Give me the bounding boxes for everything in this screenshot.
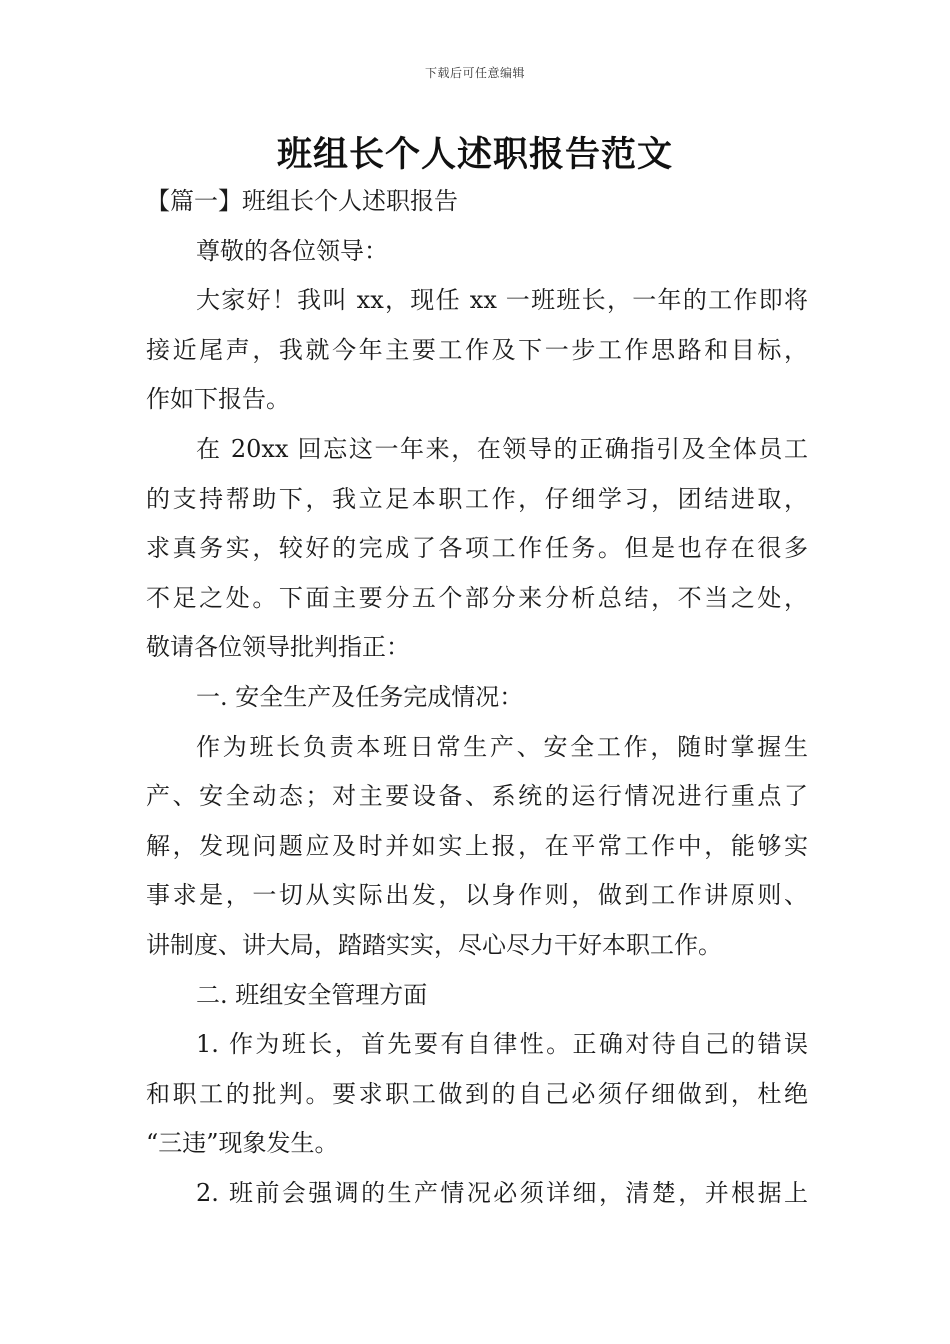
text-line: 作如下报告。 bbox=[146, 385, 290, 414]
text-line: “三违”现象发生。 bbox=[146, 1129, 339, 1158]
document-title: 班组长个人述职报告范文 bbox=[276, 134, 673, 175]
text-line: 二. 班组安全管理方面 bbox=[196, 980, 428, 1009]
text-line: 产、安全动态；对主要设备、系统的运行情况进行重点了 bbox=[146, 782, 808, 811]
document-body bbox=[146, 177, 808, 1218]
text-line: 尊敬的各位领导： bbox=[196, 236, 388, 265]
text-line: 在 20xx 回忘这一年来，在领导的正确指引及全体员工 bbox=[196, 434, 808, 463]
text-line: 【篇一】班组长个人述职报告 bbox=[146, 187, 458, 215]
text-line: 1. 作为班长，首先要有自律性。正确对待自己的错误 bbox=[196, 1030, 808, 1059]
text-line: 接近尾声，我就今年主要工作及下一步工作思路和目标， bbox=[146, 335, 808, 364]
header-note: 下载后可任意编辑 bbox=[424, 66, 525, 80]
text-line: 一. 安全生产及任务完成情况： bbox=[196, 682, 524, 711]
text-line: 解，发现问题应及时并如实上报，在平常工作中，能够实 bbox=[146, 831, 808, 860]
text-line: 的支持帮助下，我立足本职工作，仔细学习，团结进取， bbox=[146, 484, 808, 513]
text-line: 2. 班前会强调的生产情况必须详细，清楚，并根据上 bbox=[196, 1178, 808, 1207]
text-line: 不足之处。下面主要分五个部分来分析总结，不当之处， bbox=[146, 583, 808, 612]
text-line: 作为班长负责本班日常生产、安全工作，随时掌握生 bbox=[196, 732, 808, 761]
text-line: 大家好！我叫 xx，现任 xx 一班班长，一年的工作即将 bbox=[196, 286, 808, 315]
text-line: 和职工的批判。要求职工做到的自己必须仔细做到，杜绝 bbox=[146, 1079, 808, 1108]
text-line: 讲制度、讲大局，踏踏实实，尽心尽力干好本职工作。 bbox=[146, 930, 722, 959]
text-line: 敬请各位领导批判指正： bbox=[146, 633, 410, 662]
text-line: 事求是，一切从实际出发，以身作则，做到工作讲原则、 bbox=[146, 881, 808, 910]
text-line: 求真务实，较好的完成了各项工作任务。但是也存在很多 bbox=[146, 534, 808, 563]
